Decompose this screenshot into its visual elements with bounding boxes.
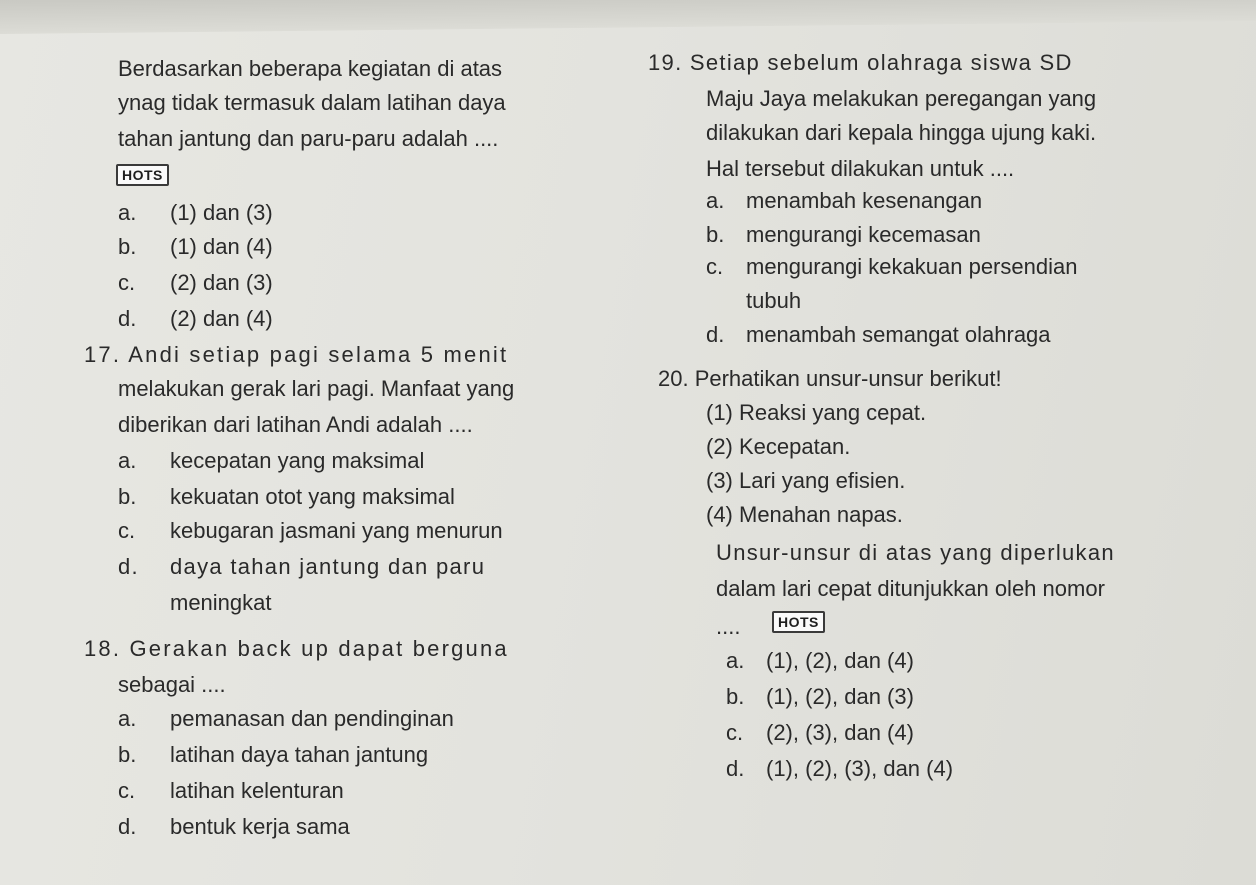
q16-line-3: tahan jantung dan paru-paru adalah .... xyxy=(118,126,499,151)
q17-line-3: diberikan dari latihan Andi adalah .... xyxy=(118,412,473,437)
q17-option-a[interactable] xyxy=(118,448,424,474)
option-text: (1) dan (4) xyxy=(170,234,273,259)
option-letter: c. xyxy=(118,270,136,295)
q18-option-c[interactable] xyxy=(118,778,344,804)
option-letter: b. xyxy=(118,484,137,509)
option-text: (1), (2), dan (4) xyxy=(766,648,914,673)
option-letter: a. xyxy=(706,188,725,213)
option-letter: c. xyxy=(118,518,136,543)
q19-option-b[interactable] xyxy=(706,222,981,248)
q17-line-2: melakukan gerak lari pagi. Manfaat yang xyxy=(118,376,515,401)
q19-line-2: Maju Jaya melakukan peregangan yang xyxy=(706,86,1097,111)
option-text: menambah kesenangan xyxy=(746,188,983,213)
option-letter: d. xyxy=(118,554,139,579)
option-text: kekuatan otot yang maksimal xyxy=(170,484,455,509)
option-letter: c. xyxy=(706,254,724,279)
q20-question-line-2: dalam lari cepat ditunjukkan oleh nomor xyxy=(716,576,1105,601)
q20-item-4: (4) Menahan napas. xyxy=(706,502,903,527)
q20-option-d[interactable] xyxy=(726,756,953,782)
option-letter: c. xyxy=(118,778,136,803)
q19-line-3: dilakukan dari kepala hingga ujung kaki. xyxy=(706,120,1097,145)
option-text: kebugaran jasmani yang menurun xyxy=(170,518,503,543)
hots-badge: HOTS xyxy=(772,611,825,633)
option-text: (2) dan (4) xyxy=(170,306,273,331)
q20-item-2: (2) Kecepatan. xyxy=(706,434,851,459)
q17-line-1: 17. Andi setiap pagi selama 5 menit xyxy=(84,342,509,367)
option-letter: b. xyxy=(118,234,137,259)
q17-option-b[interactable] xyxy=(118,484,455,510)
q17-option-c[interactable] xyxy=(118,518,503,544)
option-letter: a. xyxy=(118,448,137,473)
q20-intro: 20. Perhatikan unsur-unsur berikut! xyxy=(658,366,1002,391)
option-letter: a. xyxy=(726,648,745,673)
q20-item-1: (1) Reaksi yang cepat. xyxy=(706,400,927,425)
option-letter: d. xyxy=(118,814,137,839)
q16-option-c[interactable] xyxy=(118,270,273,296)
option-text: daya tahan jantung dan paru xyxy=(170,554,486,579)
q16-line-2: ynag tidak termasuk dalam latihan daya xyxy=(118,90,506,115)
option-letter: d. xyxy=(118,306,137,331)
q17-option-d-continuation: meningkat xyxy=(170,590,272,615)
option-letter: d. xyxy=(706,322,725,347)
option-text: (2) dan (3) xyxy=(170,270,273,295)
q18-option-b[interactable] xyxy=(118,742,428,768)
option-text: menambah semangat olahraga xyxy=(746,322,1051,347)
q18-line-1: 18. Gerakan back up dapat berguna xyxy=(84,636,509,661)
option-text: latihan kelenturan xyxy=(170,778,344,803)
q16-option-d[interactable] xyxy=(118,306,273,332)
option-text: mengurangi kecemasan xyxy=(746,222,981,247)
q16-line-1: Berdasarkan beberapa kegiatan di atas xyxy=(118,56,503,81)
option-letter: a. xyxy=(118,706,137,731)
option-letter: b. xyxy=(706,222,725,247)
hots-badge: HOTS xyxy=(116,164,169,186)
q17-option-d[interactable] xyxy=(118,554,485,580)
q16-option-b[interactable] xyxy=(118,234,273,260)
q19-option-c[interactable] xyxy=(706,254,1077,280)
q20-item-3: (3) Lari yang efisien. xyxy=(706,468,906,493)
option-text: (2), (3), dan (4) xyxy=(766,720,914,745)
q20-option-c[interactable] xyxy=(726,720,914,746)
q18-option-a[interactable] xyxy=(118,706,454,732)
option-text: mengurangi kekakuan persendian xyxy=(746,254,1078,279)
q19-option-d[interactable] xyxy=(706,322,1051,348)
option-text: (1), (2), (3), dan (4) xyxy=(766,756,954,781)
option-text: (1) dan (3) xyxy=(170,200,273,225)
option-letter: d. xyxy=(726,756,745,781)
q19-option-a[interactable] xyxy=(706,188,982,214)
option-text: pemanasan dan pendinginan xyxy=(170,706,454,731)
q19-line-4: Hal tersebut dilakukan untuk .... xyxy=(706,156,1015,181)
option-text: (1), (2), dan (3) xyxy=(766,684,914,709)
q20-option-b[interactable] xyxy=(726,684,914,710)
q20-option-a[interactable] xyxy=(726,648,914,674)
q18-option-d[interactable] xyxy=(118,814,350,840)
q18-line-2: sebagai .... xyxy=(118,672,226,697)
option-text: bentuk kerja sama xyxy=(170,814,350,839)
q20-question-line-3: .... xyxy=(716,614,741,639)
option-letter: c. xyxy=(726,720,744,745)
q20-question-line-1: Unsur-unsur di atas yang diperlukan xyxy=(716,540,1115,565)
option-text: latihan daya tahan jantung xyxy=(170,742,429,767)
q16-option-a[interactable] xyxy=(118,200,273,226)
option-text: kecepatan yang maksimal xyxy=(170,448,425,473)
option-letter: a. xyxy=(118,200,137,225)
option-letter: b. xyxy=(726,684,745,709)
q19-option-c-continuation: tubuh xyxy=(746,288,802,313)
option-letter: b. xyxy=(118,742,137,767)
q19-line-1: 19. Setiap sebelum olahraga siswa SD xyxy=(648,50,1073,75)
